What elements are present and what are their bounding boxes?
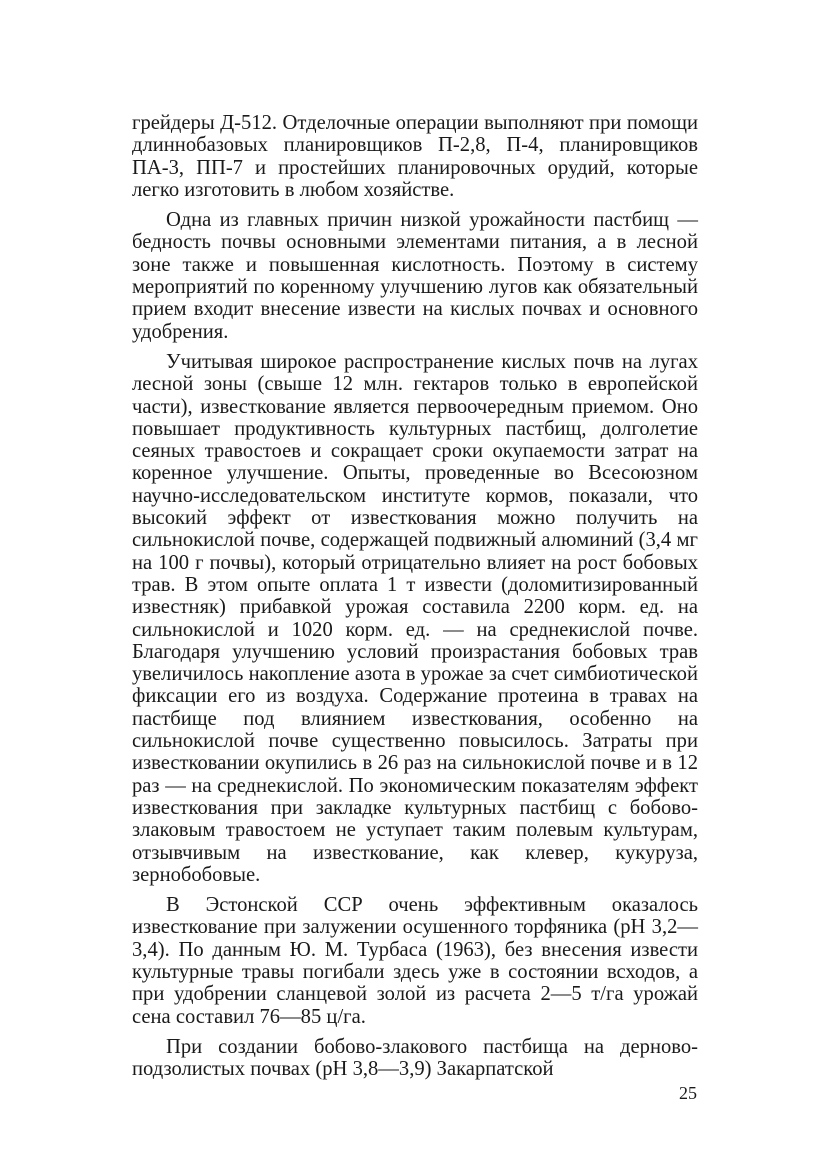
page-body bbox=[132, 112, 698, 1088]
paragraph-4: В Эстонской ССР очень эффективным оказалось известкование при залужении осушенного торфяника (pH 3,2—3,4). По данным Ю. М. Турбаса (1963), без внесения извести культурные травы погибали здесь уже в состоянии всходов, а при удобрении сланцевой золой из расчета 2—5 т/га урожай сена составил 76—85 ц/га. bbox=[132, 894, 698, 1028]
paragraph-5: При создании бобово-злакового пастбища на дерново-подзолистых почвах (pH 3,8—3,9) Закарпатской bbox=[132, 1035, 698, 1081]
paragraph-1: грейдеры Д-512. Отделочные операции выполняют при помощи длиннобазовых планировщиков П-2,8, П-4, планировщиков ПА-3, ПП-7 и простейших планировочных орудий, которые легко изготовить в любом хозяйстве. bbox=[132, 112, 698, 201]
paragraph-2: Одна из главных причин низкой урожайности пастбищ — бедность почвы основными элементами питания, а в лесной зоне также и повышенная кислотность. Поэтому в систему мероприятий по коренному улучшению лугов как обязательный прием входит внесение извести на кислых почвах и основного удобрения. bbox=[132, 209, 698, 343]
page-number: 25 bbox=[679, 1083, 697, 1103]
paragraph-3: Учитывая широкое распространение кислых почв на лугах лесной зоны (свыше 12 млн. гектаров только в европейской части), известкование является первоочередным приемом. Оно повышает продуктивность культурных пастбищ, долголетие сеяных травостоев и сокращает сроки окупаемости затрат на коренное улучшение. Опыты, проведенные во Всесоюзном научно-исследовательском институте кормов, показали, что высокий эффект от известкования можно получить на сильнокислой почве, содержащей подвижный алюминий (3,4 мг на 100 г почвы), который отрицательно влияет на рост бобовых трав. В этом опыте оплата 1 т извести (доломитизированный известняк) прибавкой урожая составила 2200 корм. ед. на сильнокислой и 1020 корм. ед. — на среднекислой почве. Благодаря улучшению условий произрастания бобовых трав увеличилось накопление азота в урожае за счет симбиотической фиксации его из воздуха. Содержание протеина в травах на пастбище под влиянием известкования, особенно на сильнокислой почве существенно повысилось. Затраты при известковании окупились в 26 раз на сильнокислой почве и в 12 раз — на среднекислой. По экономическим показателям эффект известкования при закладке культурных пастбищ с бобово-злаковым травостоем не уступает таким полевым культурам, отзывчивым на известкование, как клевер, кукуруза, зернобобовые. bbox=[132, 350, 698, 886]
